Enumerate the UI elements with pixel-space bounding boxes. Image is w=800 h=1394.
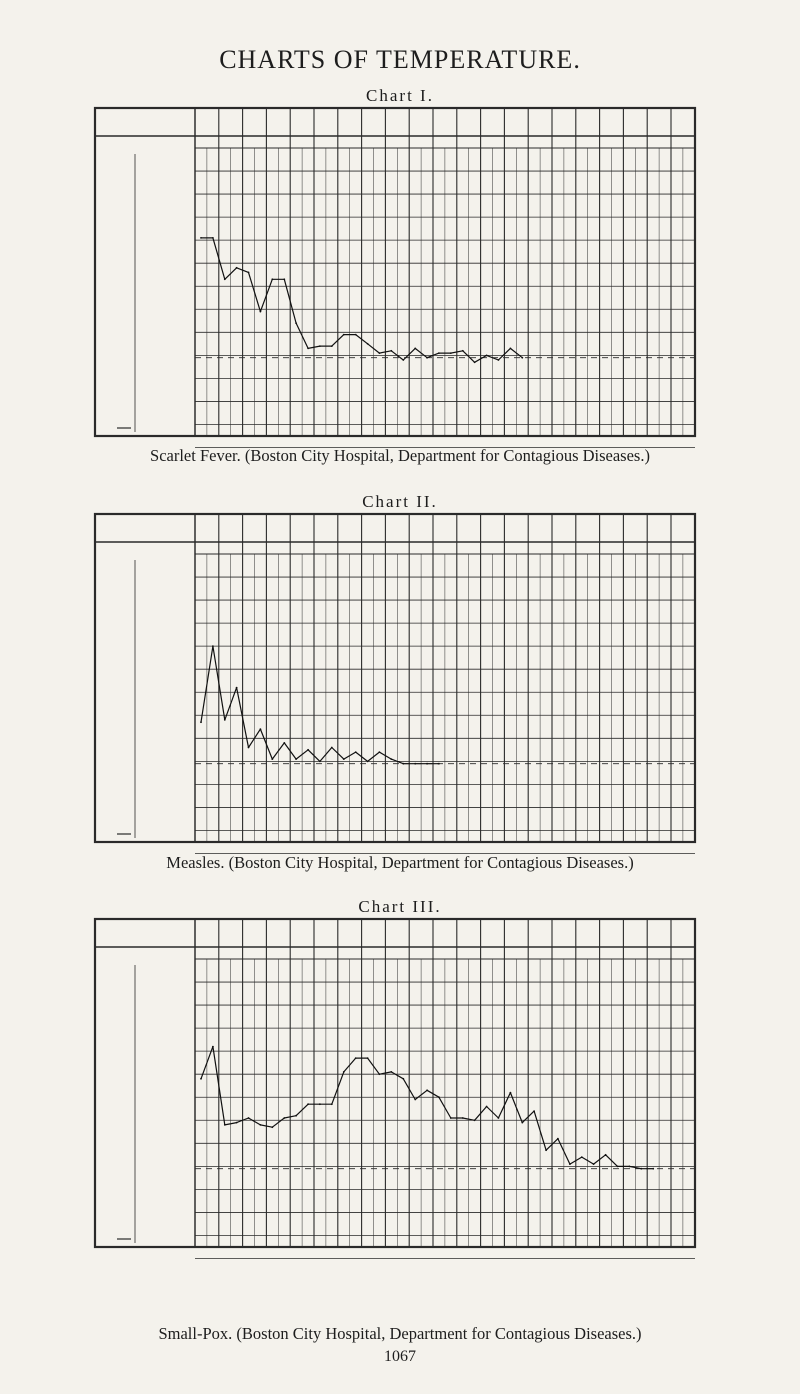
temperature-reading-point [426, 763, 428, 765]
temperature-reading-point [355, 334, 357, 336]
temperature-reading-point [498, 359, 500, 361]
temperature-reading-point [271, 1126, 273, 1128]
temperature-reading-point [331, 1103, 333, 1105]
temperature-reading-point [200, 721, 202, 723]
temperature-reading-point [414, 763, 416, 765]
temperature-reading-point [486, 355, 488, 357]
chart-3-temperature-grid [95, 919, 695, 1247]
temperature-reading-point [629, 1166, 631, 1168]
temperature-series-line [201, 646, 439, 764]
temperature-reading-point [283, 1117, 285, 1119]
temperature-reading-point [319, 761, 321, 763]
temperature-reading-point [557, 1138, 559, 1140]
page-title: CHARTS OF TEMPERATURE. [219, 45, 581, 74]
temperature-reading-point [521, 1122, 523, 1124]
chart-2-caption: Measles. (Boston City Hospital, Department for Contagious Diseases.) [166, 853, 634, 872]
temperature-reading-point [295, 1115, 297, 1117]
temperature-reading-point [295, 322, 297, 324]
temperature-reading-point [533, 1110, 535, 1112]
temperature-reading-point [379, 1073, 381, 1075]
chart-3-title: Chart III. [358, 897, 442, 916]
temperature-reading-point [271, 758, 273, 760]
temperature-reading-point [605, 1154, 607, 1156]
temperature-reading-point [581, 1156, 583, 1158]
temperature-reading-point [569, 1163, 571, 1165]
temperature-reading-point [510, 1092, 512, 1094]
temperature-reading-point [426, 357, 428, 359]
temperature-reading-point [343, 334, 345, 336]
temperature-reading-point [212, 237, 214, 239]
temperature-reading-point [367, 343, 369, 345]
temperature-reading-point [236, 1122, 238, 1124]
temperature-reading-point [271, 278, 273, 280]
temperature-reading-point [462, 1117, 464, 1119]
temperature-reading-point [438, 763, 440, 765]
temperature-reading-point [510, 348, 512, 350]
temperature-reading-point [593, 1163, 595, 1165]
temperature-reading-point [295, 758, 297, 760]
temperature-reading-point [390, 758, 392, 760]
chart-2-temperature-grid [95, 514, 695, 842]
temperature-reading-point [260, 311, 262, 313]
temperature-reading-point [545, 1149, 547, 1151]
temperature-reading-point [236, 687, 238, 689]
temperature-reading-point [331, 345, 333, 347]
temperature-reading-point [390, 1071, 392, 1073]
temperature-reading-point [355, 1057, 357, 1059]
temperature-reading-point [390, 350, 392, 352]
temperature-reading-point [331, 747, 333, 749]
temperature-reading-point [307, 749, 309, 751]
temperature-reading-point [402, 763, 404, 765]
chart-2-title: Chart II. [362, 492, 438, 511]
temperature-reading-point [200, 237, 202, 239]
temperature-reading-point [307, 1103, 309, 1105]
chart-1-caption: Scarlet Fever. (Boston City Hospital, Department for Contagious Diseases.) [150, 446, 650, 465]
temperature-reading-point [367, 761, 369, 763]
temperature-reading-point [486, 1106, 488, 1108]
temperature-reading-point [652, 1168, 654, 1170]
temperature-reading-point [414, 1099, 416, 1101]
chart-3-caption: Small-Pox. (Boston City Hospital, Department for Contagious Diseases.) [158, 1324, 642, 1343]
temperature-reading-point [414, 348, 416, 350]
chart-1-title: Chart I. [366, 86, 434, 105]
temperature-reading-point [319, 345, 321, 347]
temperature-reading-point [236, 267, 238, 269]
temperature-reading-point [343, 758, 345, 760]
temperature-reading-point [248, 272, 250, 274]
temperature-reading-point [224, 719, 226, 721]
temperature-reading-point [343, 1071, 345, 1073]
temperature-reading-point [438, 352, 440, 354]
temperature-reading-point [212, 1046, 214, 1048]
page-number: 1067 [384, 1348, 416, 1365]
temperature-reading-point [319, 1103, 321, 1105]
chart-frame [95, 108, 695, 436]
temperature-reading-point [498, 1117, 500, 1119]
temperature-reading-point [450, 352, 452, 354]
temperature-reading-point [248, 747, 250, 749]
temperature-reading-point [474, 361, 476, 363]
temperature-reading-point [283, 278, 285, 280]
temperature-reading-point [379, 751, 381, 753]
temperature-series-line [201, 1047, 653, 1169]
temperature-reading-point [450, 1117, 452, 1119]
temperature-reading-point [521, 357, 523, 359]
chart-frame [95, 919, 695, 1247]
temperature-reading-point [617, 1166, 619, 1168]
temperature-reading-point [402, 359, 404, 361]
temperature-reading-point [260, 1124, 262, 1126]
temperature-reading-point [307, 348, 309, 350]
temperature-reading-point [248, 1117, 250, 1119]
temperature-reading-point [426, 1089, 428, 1091]
temperature-reading-point [224, 1124, 226, 1126]
temperature-reading-point [260, 728, 262, 730]
temperature-reading-point [212, 645, 214, 647]
chart-frame [95, 514, 695, 842]
temperature-reading-point [355, 751, 357, 753]
temperature-reading-point [462, 350, 464, 352]
temperature-reading-point [367, 1057, 369, 1059]
temperature-reading-point [402, 1078, 404, 1080]
temperature-reading-point [640, 1168, 642, 1170]
temperature-reading-point [474, 1119, 476, 1121]
temperature-reading-point [200, 1078, 202, 1080]
temperature-reading-point [438, 1096, 440, 1098]
temperature-reading-point [283, 742, 285, 744]
temperature-reading-point [224, 278, 226, 280]
temperature-reading-point [379, 352, 381, 354]
chart-1-temperature-grid [95, 108, 695, 436]
